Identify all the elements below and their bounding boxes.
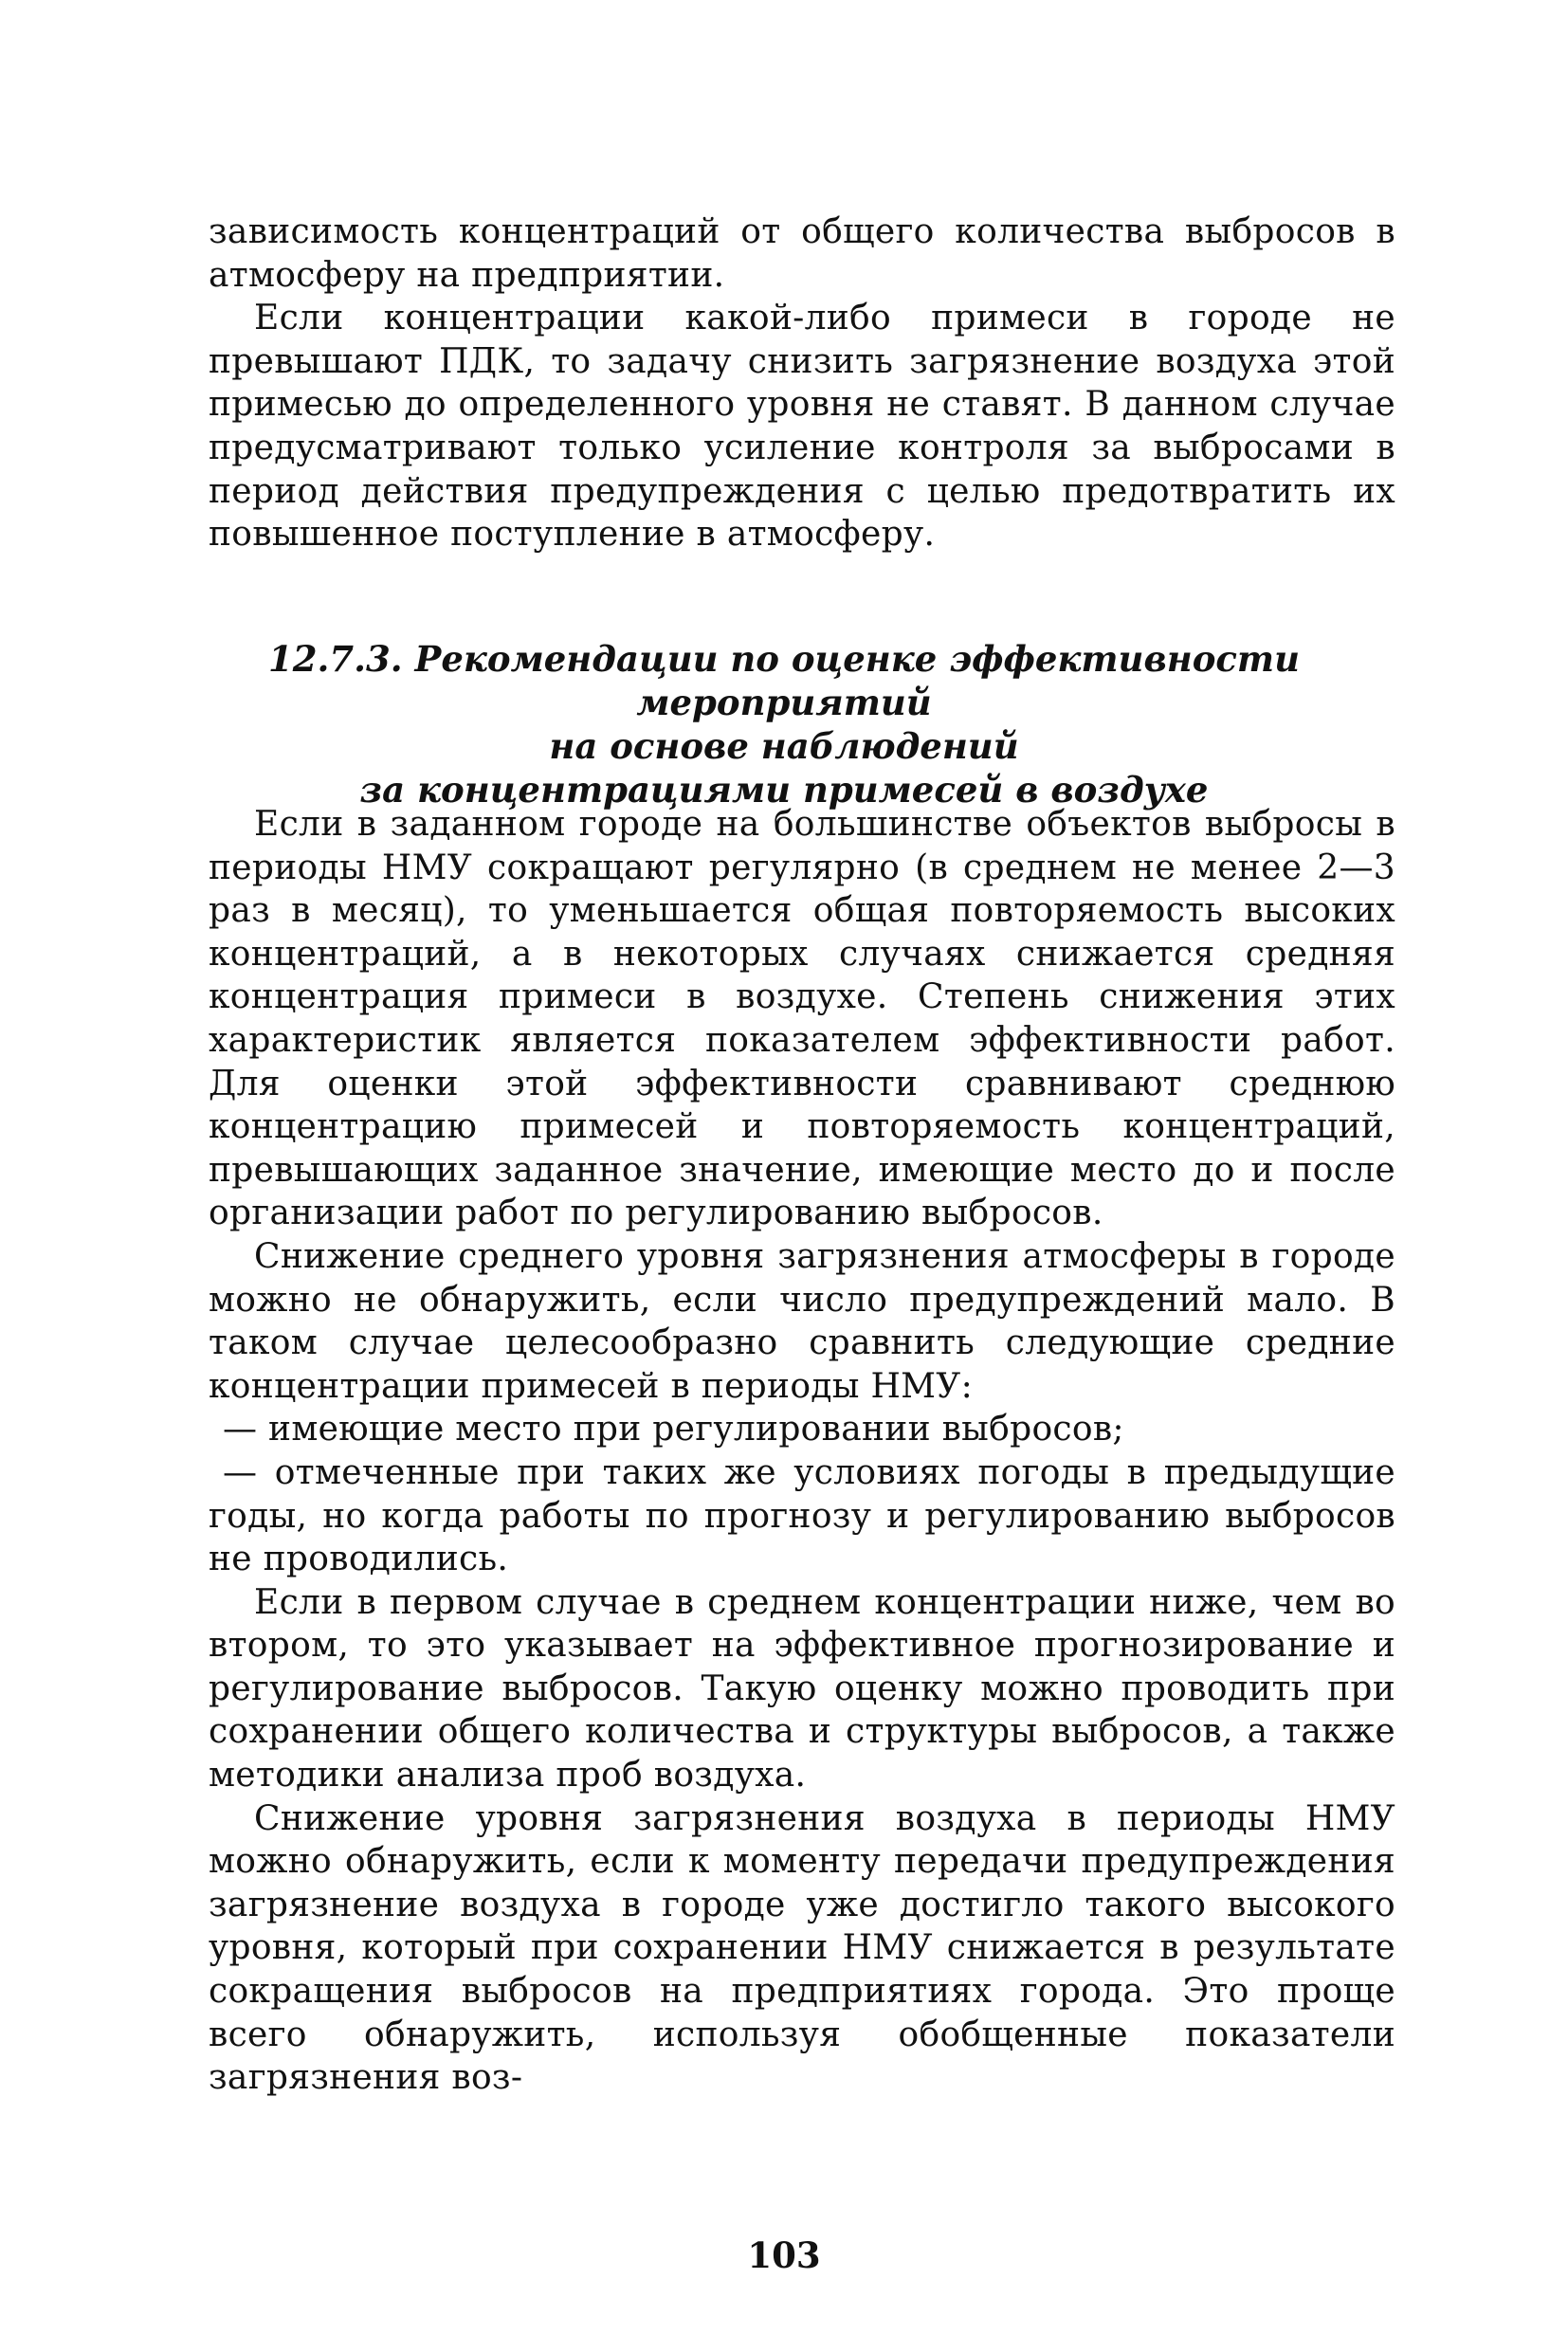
- top-text-block: [209, 210, 1395, 556]
- main-text-block: [209, 803, 1395, 2100]
- list-item: — отмеченные при таких же условиях погоды в предыдущие годы, но когда работы по прогнозу и регулированию выбросов не проводились.: [209, 1452, 1395, 1579]
- page-number: 103: [747, 2234, 821, 2276]
- section-heading-line-3: за концентрациями примесей в воздухе: [359, 769, 1209, 811]
- section-heading-line-2: на основе наблюдений: [549, 725, 1019, 767]
- paragraph-comparison: Если в первом случае в среднем концентрации ниже, чем во втором, то это указывает на эффективное прогнозирование и регулирование выбросов. Такую оценку можно проводить при сохранении общего количества и структуры выбросов, а также методики анализа проб воздуха.: [209, 1582, 1395, 1796]
- section-heading-line-1: 12.7.3. Рекомендации по оценке эффективности мероприятий: [268, 638, 1300, 723]
- paragraph-average-level: Снижение среднего уровня загрязнения атмосферы в городе можно не обнаружить, если число предупреждений мало. В таком случае целесообразно сравнить следующие средние концентрации примесей в периоды НМУ:: [209, 1236, 1395, 1406]
- paragraph-pdk: Если концентрации какой-либо примеси в городе не превышают ПДК, то задачу снизить загрязнение воздуха этой примесью до определенного уровня не ставят. В данном случае предусматривают только усиление контроля за выбросами в период действия предупреждения с целью предотвратить их повышенное поступление в атмосферу.: [209, 299, 1395, 555]
- paragraph-continuation: зависимость концентраций от общего количества выбросов в атмосферу на предприятии.: [209, 212, 1395, 295]
- paragraph-detection: Снижение уровня загрязнения воздуха в периоды НМУ можно обнаружить, если к моменту передачи предупреждения загрязнение воздуха в городе уже достигло такого высокого уровня, который при сохранении НМУ снижается в результате сокращения выбросов на предприятиях города. Это проще всего обнаружить, используя обобщенные показатели загрязнения воз-: [209, 1798, 1395, 2098]
- list-item: — имеющие место при регулировании выбросов;: [223, 1410, 1124, 1449]
- section-heading: [171, 637, 1397, 811]
- paragraph-nmu-reduction: Если в заданном городе на большинстве объектов выбросы в периоды НМУ сокращают регулярно (в среднем не менее 2—3 раз в месяц), то уменьшается общая повторяемость высоких концентраций, а в некоторых случаях снижается средняя концентрация примеси в воздухе. Степень снижения этих характеристик является показателем эффективности работ. Для оценки этой эффективности сравнивают среднюю концентрацию примесей и повторяемость концентраций, превышающих заданное значение, имеющие место до и после организации работ по регулированию выбросов.: [209, 805, 1395, 1233]
